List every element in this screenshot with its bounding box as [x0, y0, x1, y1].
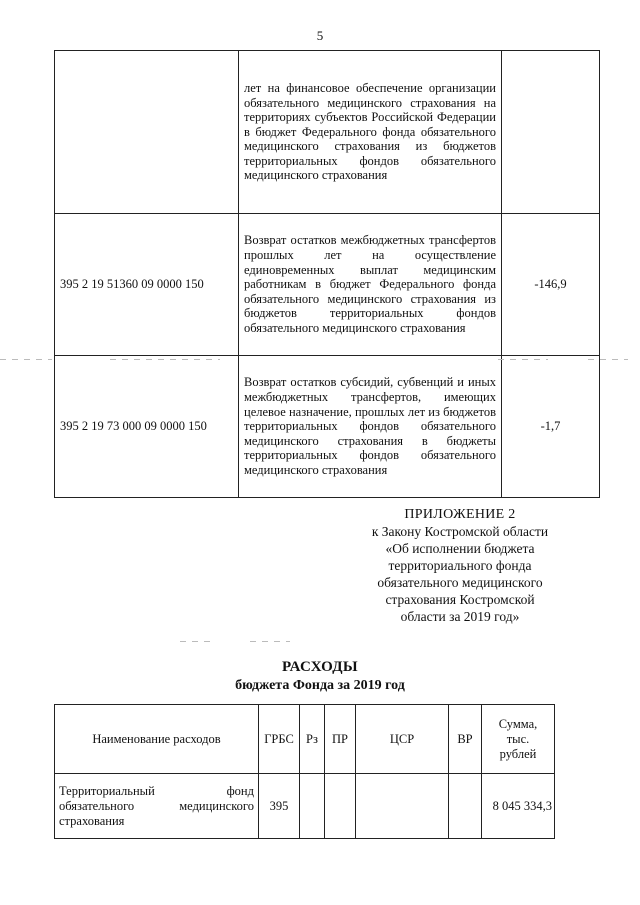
scan-mark: [498, 359, 548, 360]
expense-name-cell: Территориальный фонд обязательного медицинского страхования: [55, 774, 259, 839]
appendix-line: области за 2019 год»: [400, 609, 520, 624]
appendix-block: [330, 506, 590, 625]
revenue-amount-cell: -146,9: [502, 214, 600, 356]
expense-rz-cell: [300, 774, 325, 839]
column-header-sum-line: тыс.: [506, 731, 530, 746]
column-header-sum: [482, 705, 555, 774]
column-header-pr: ПР: [325, 705, 356, 774]
expense-grbs-cell: 395: [259, 774, 300, 839]
scan-mark: [110, 359, 220, 360]
expenses-subtitle: бюджета Фонда за 2019 год: [235, 678, 405, 693]
appendix-title: ПРИЛОЖЕНИЕ 2: [404, 507, 516, 522]
revenue-code-cell: [55, 51, 239, 214]
revenue-amount-cell: [502, 51, 600, 214]
table-row: [55, 774, 555, 839]
revenue-amount-cell: -1,7: [502, 356, 600, 498]
column-header-vr: ВР: [449, 705, 482, 774]
expenses-table: [54, 704, 555, 839]
table-row: [55, 51, 600, 214]
revenue-name-cell: Возврат остатков субсидий, субвенций и иных межбюджетных трансфертов, имеющих целевое назначение, прошлых лет из бюджетов территориальных фондов обязательного медицинского страхования в бюджеты территориальных фондов обязательного медицинского страхования: [239, 356, 502, 498]
appendix-line: территориального фонда: [388, 558, 532, 573]
appendix-line: «Об исполнении бюджета: [385, 541, 535, 556]
revenue-code-cell: 395 2 19 73 000 09 0000 150: [55, 356, 239, 498]
expense-vr-cell: [449, 774, 482, 839]
column-header-sum-line: Сумма,: [498, 716, 538, 731]
revenue-table: [54, 50, 600, 498]
revenue-name-cell: Возврат остатков межбюджетных трансфертов прошлых лет на осуществление единовременных выплат медицинским работникам в бюджет Федерального фонда обязательного медицинского страхования из бюджетов территориальных фондов обязательного медицинского страхования: [239, 214, 502, 356]
scan-mark: [250, 641, 290, 642]
column-header-sum-line: рублей: [499, 746, 537, 761]
column-header-rz: Рз: [300, 705, 325, 774]
table-row: [55, 356, 600, 498]
appendix-line: к Закону Костромской области: [371, 524, 549, 539]
appendix-line: страхования Костромской: [385, 592, 535, 607]
column-header-csr: ЦСР: [356, 705, 449, 774]
appendix-line: обязательного медицинского: [377, 575, 543, 590]
revenue-name-cell: лет на финансовое обеспечение организации обязательного медицинского страхования на территориях субъектов Российской Федерации в бюджет Федерального фонда обязательного медицинского страхования из бюджетов территориальных фондов обязательного медицинского страхования: [239, 51, 502, 214]
table-row: [55, 214, 600, 356]
column-header-grbs: ГРБС: [259, 705, 300, 774]
scan-mark: [180, 641, 210, 642]
expense-sum-cell: 8 045 334,3: [482, 774, 555, 839]
revenue-code-cell: 395 2 19 51360 09 0000 150: [55, 214, 239, 356]
column-header-name: Наименование расходов: [55, 705, 259, 774]
expenses-title: РАСХОДЫ: [282, 659, 358, 675]
expense-csr-cell: [356, 774, 449, 839]
scan-mark: [588, 359, 628, 360]
page-number: 5: [316, 28, 324, 43]
table-header-row: [55, 705, 555, 774]
expense-pr-cell: [325, 774, 356, 839]
expenses-heading: [0, 658, 640, 695]
scan-mark: [0, 359, 52, 360]
